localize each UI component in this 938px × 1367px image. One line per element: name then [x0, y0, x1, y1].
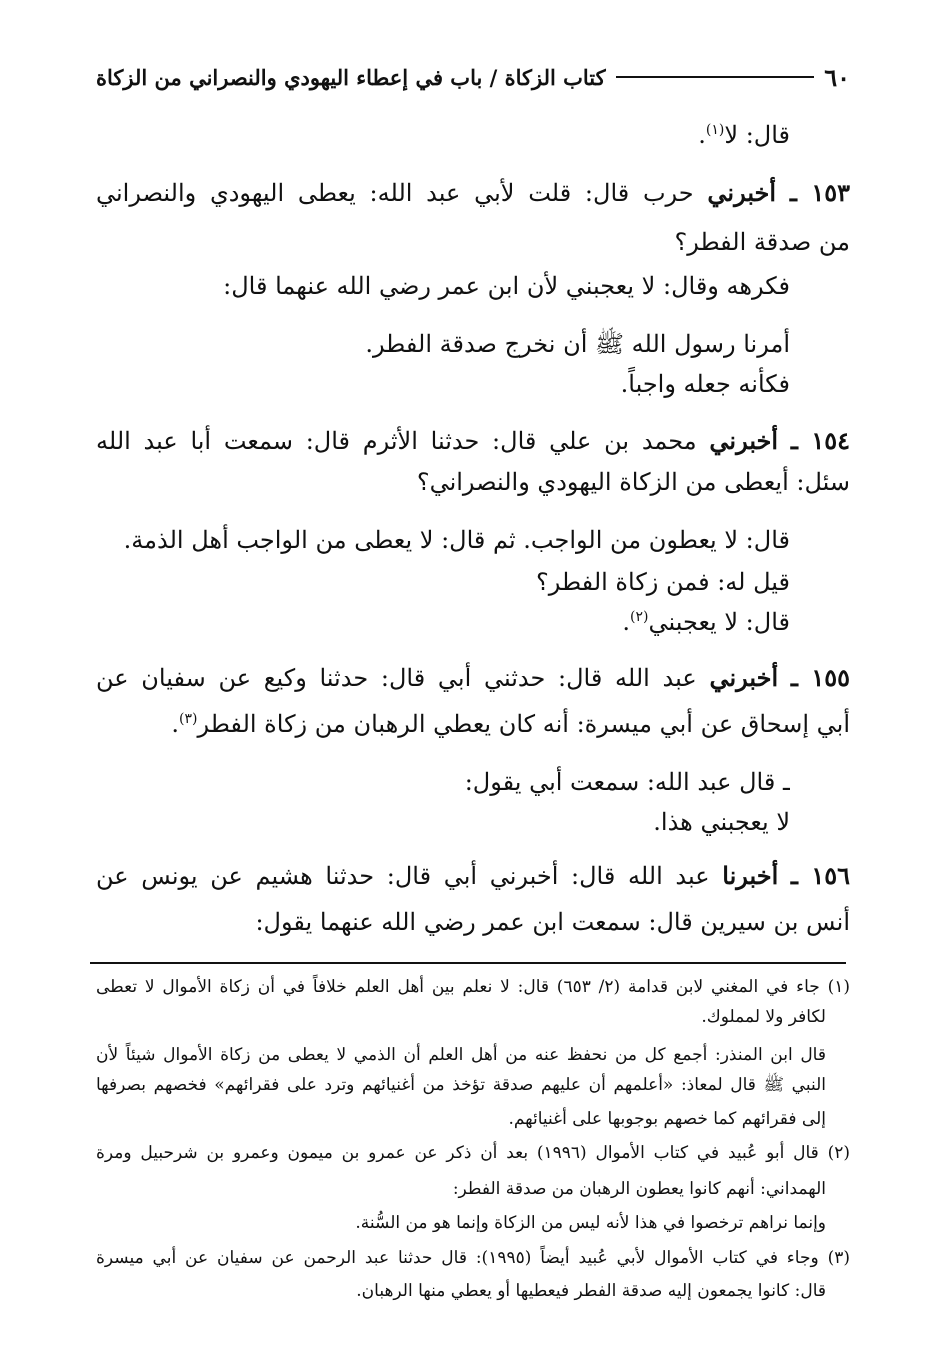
header-rule: [616, 76, 815, 78]
body-line: فكرهه وقال: لا يعجبني لأن ابن عمر رضي الله عنهما قال:: [223, 272, 790, 300]
body-line: أمرنا رسول الله ﷺ أن نخرج صدقة الفطر.: [365, 330, 790, 358]
line-text: قال: لا: [724, 121, 790, 149]
body-line: قال: لا يعطون من الواجب. ثم قال: لا يعطى من الواجب أهل الذمة.: [123, 526, 790, 554]
line-tail: .: [171, 710, 180, 738]
page-number: ٦٠: [824, 62, 850, 92]
entry-lead-word: أخبرني: [709, 663, 779, 692]
entry-number: ١٥٣ ـ: [789, 178, 850, 207]
line-tail: .: [698, 121, 706, 149]
body-line: سئل: أيعطى من الزكاة اليهودي والنصراني؟: [416, 468, 850, 496]
body-line: [96, 706, 850, 742]
entry-155-line-1: [96, 660, 850, 696]
footnote-line: النبي ﷺ قال لمعاذ: «أعلمهم أن عليهم صدقة تؤخذ من أغنيائهم وترد على فقرائهم» فخصهم بصرفها: [96, 1075, 826, 1095]
footnote-line: قال: كانوا يجمعون إليه صدقة الفطر فيعطيها أو يعطي منها الرهبان.: [356, 1281, 826, 1301]
footnote-line: الهمداني: أنهم كانوا يعطون الرهبان من صدقة الفطر:: [452, 1179, 826, 1199]
footnote-line: وإنما نراهم ترخصوا في هذا لأنه ليس من الزكاة وإنما هو من السُّنة.: [355, 1213, 826, 1233]
footnote-separator: [90, 962, 846, 964]
line-text: عبد الله قال: أخبرني أبي قال: حدثنا هشيم عن يونس عن: [96, 862, 710, 890]
line-text: عبد الله قال: حدثني أبي قال: حدثنا وكيع عن سفيان عن: [96, 664, 697, 692]
body-line: فكأنه جعله واجباً.: [620, 370, 790, 398]
body-line: [96, 604, 790, 640]
body-line: ـ قال عبد الله: سمعت أبي يقول:: [464, 768, 790, 796]
line-text: محمد بن علي قال: حدثنا الأثرم قال: سمعت أبا عبد الله: [96, 427, 697, 455]
running-header: [96, 57, 850, 97]
footnote-ref: (١): [705, 122, 725, 138]
entry-lead-word: أخبرني: [709, 426, 779, 455]
entry-lead-word: أخبرنا: [722, 861, 779, 890]
footnote-line: (٣) وجاء في كتاب الأموال لأبي عُبيد أيضاً (١٩٩٥): قال حدثنا عبد الرحمن عن سفيان عن أبي ميسرة: [96, 1248, 850, 1268]
footnote-line: إلى فقرائهم كما خصهم بوجوبها على أغنيائهم.: [508, 1109, 826, 1129]
entry-154-line-1: [96, 423, 850, 459]
line-text: أبي إسحاق عن أبي ميسرة: أنه كان يعطي الرهبان من زكاة الفطر: [197, 710, 850, 738]
header-title: كتاب الزكاة / باب في إعطاء اليهودي والنصراني من الزكاة: [96, 64, 606, 90]
footnote-line: (١) جاء في المغني لابن قدامة (٢/ ٦٥٣) قال: لا نعلم بين أهل العلم خلافاً في أن زكاة الأموال لا تعطى: [96, 977, 850, 997]
body-line: من صدقة الفطر؟: [674, 228, 850, 256]
body-line: قيل له: فمن زكاة الفطر؟: [536, 568, 790, 596]
entry-number: ١٥٤ ـ: [790, 426, 850, 455]
footnote-line: (٢) قال أبو عُبيد في كتاب الأموال (١٩٩٦) بعد أن ذكر عن عمرو بن ميمون وعمرو بن شرحبيل ومرة: [96, 1143, 850, 1163]
line-tail: .: [622, 608, 631, 636]
entry-lead-word: أخبرني: [707, 178, 777, 207]
footnote-line: قال ابن المنذر: أجمع كل من نحفظ عنه من أهل العلم أن الذمي لا يعطى من زكاة الأموال شيئاً لأن: [96, 1045, 826, 1065]
body-line: أنس بن سيرين قال: سمعت ابن عمر رضي الله عنهما يقول:: [255, 908, 850, 936]
footnote-ref: (٢): [630, 609, 649, 625]
entry-153-line-1: [96, 175, 850, 211]
body-line: لا يعجبني هذا.: [653, 808, 790, 836]
footnote-ref: (٣): [179, 711, 198, 727]
entry-number: ١٥٦ ـ: [790, 861, 850, 890]
entry-156-line-1: [96, 858, 850, 894]
line-text: حرب قال: قلت لأبي عبد الله: يعطى اليهودي والنصراني: [96, 179, 694, 207]
footnote-line: لكافر ولا لمملوك.: [701, 1007, 826, 1027]
entry-number: ١٥٥ ـ: [790, 663, 850, 692]
line-text: قال: لا يعجبني: [648, 608, 790, 636]
body-line: [96, 117, 790, 153]
